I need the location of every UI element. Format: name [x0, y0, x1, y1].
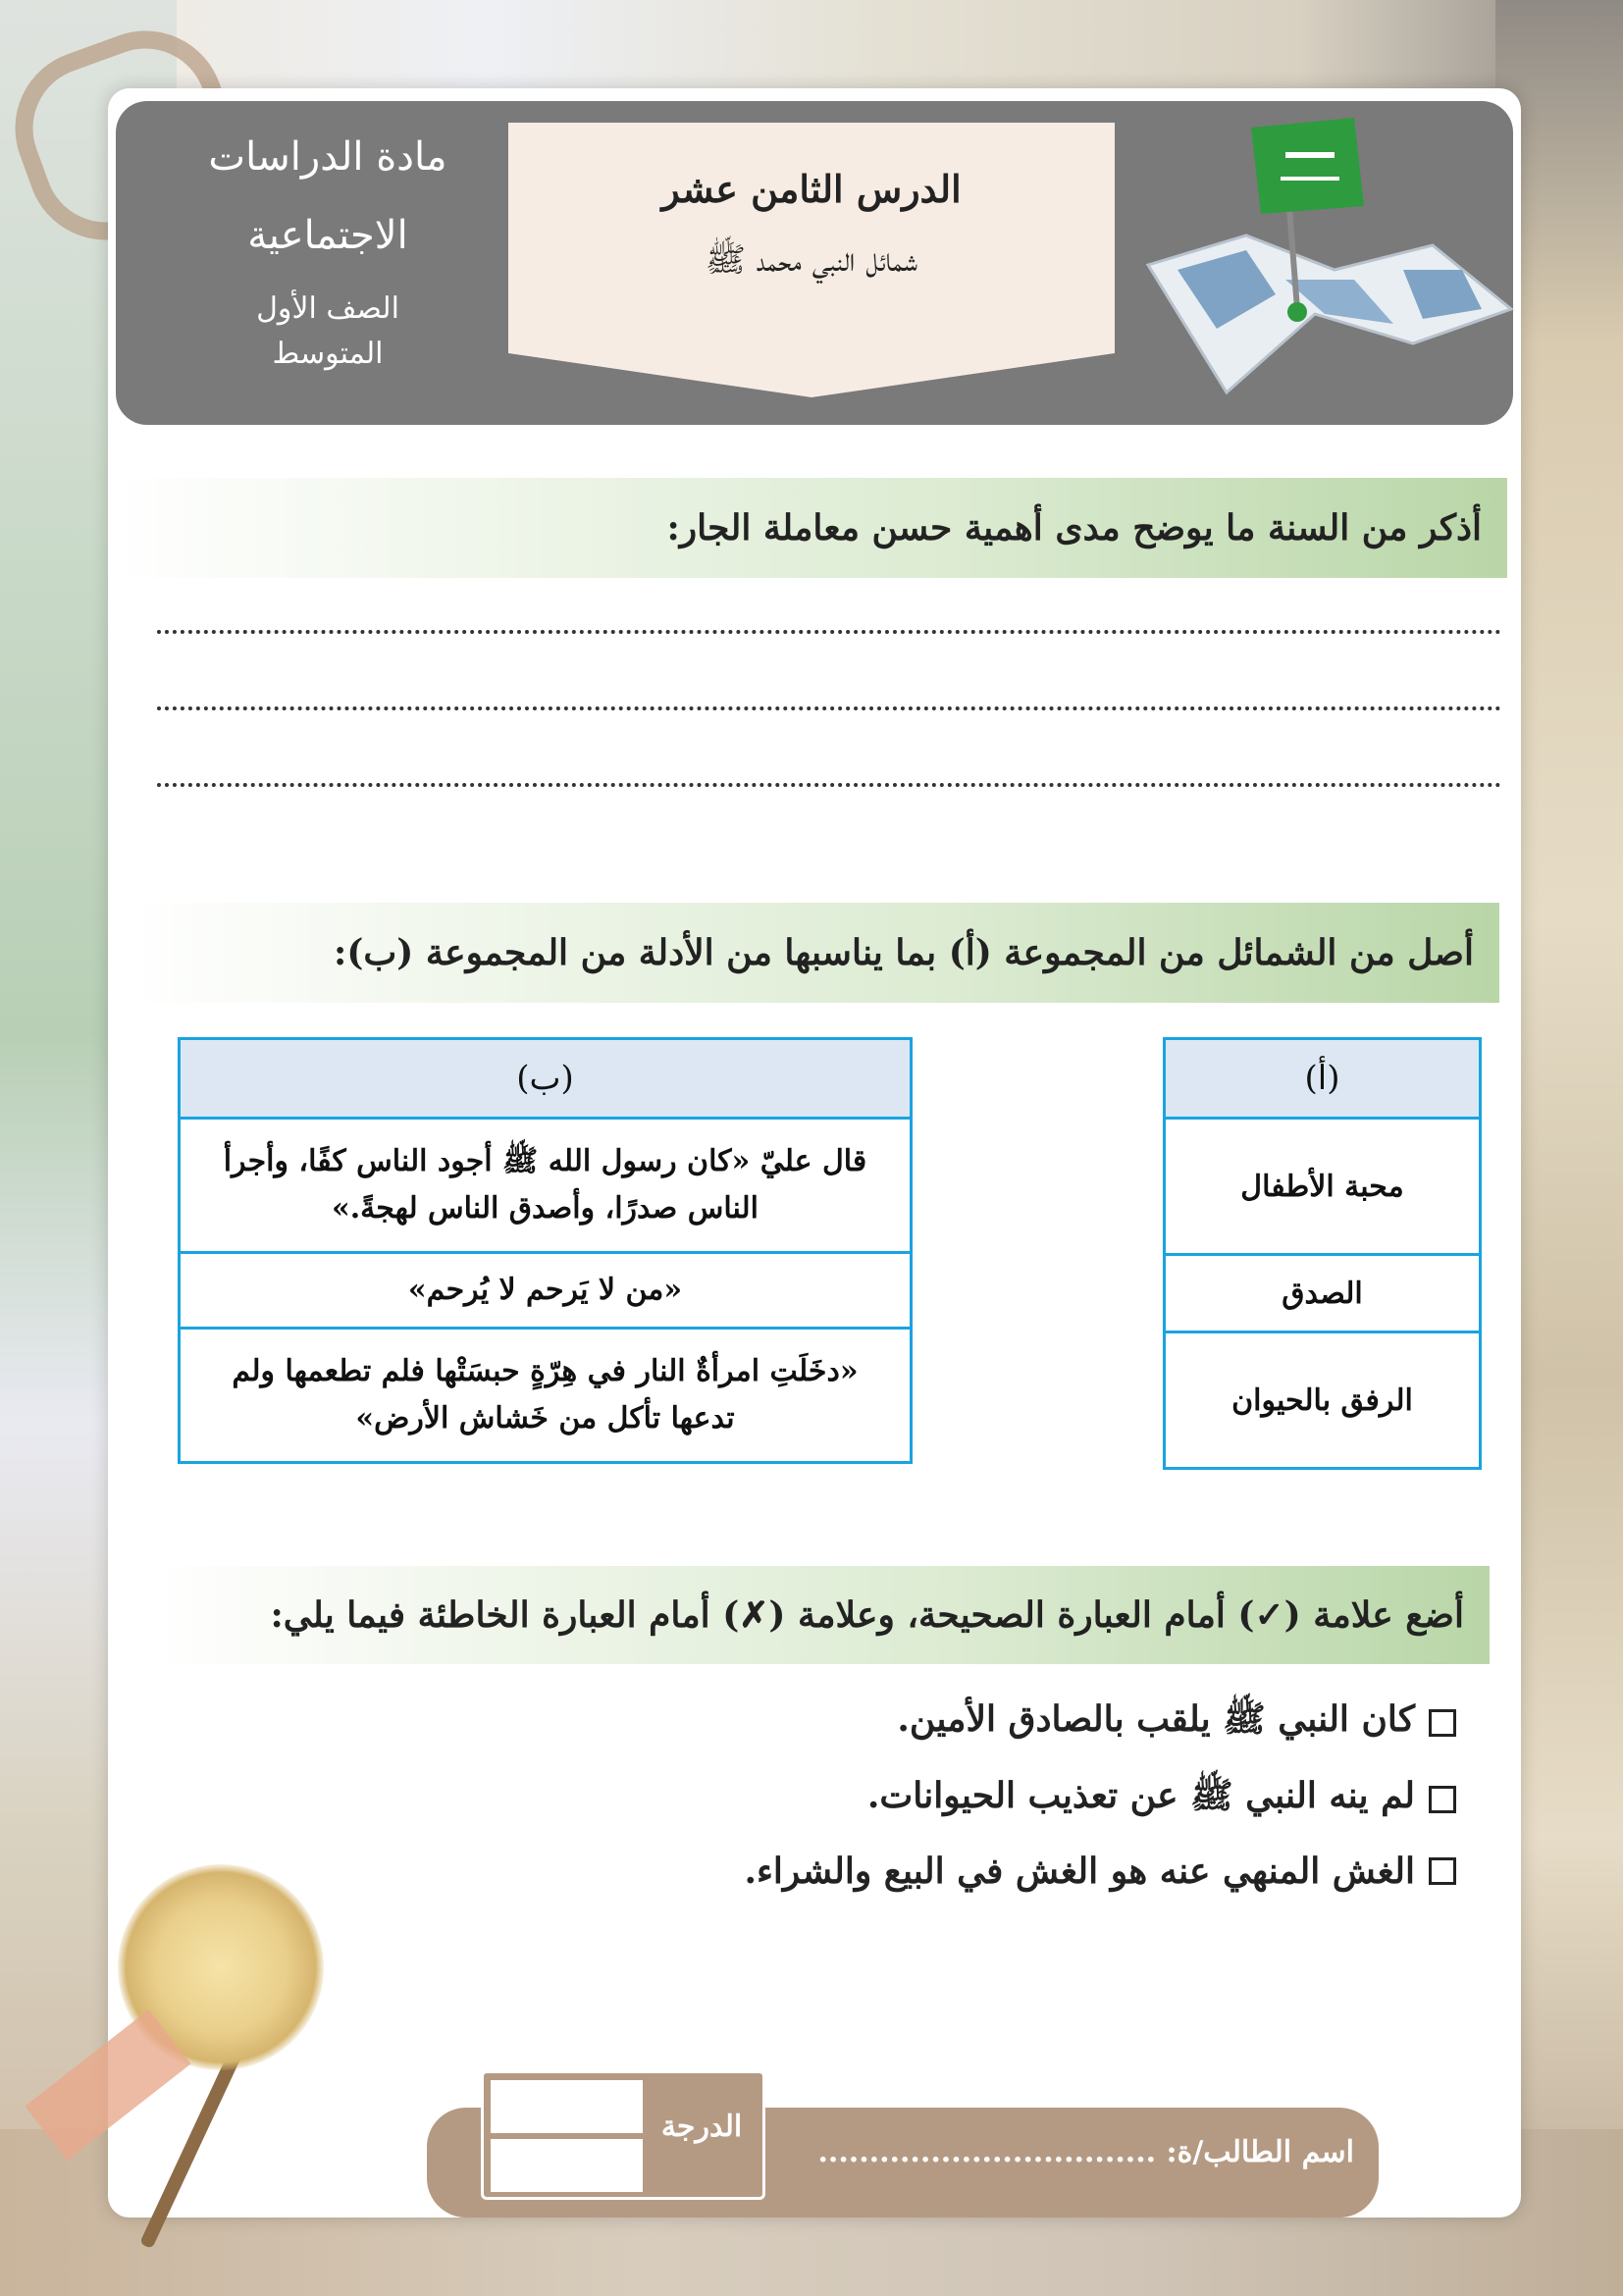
- statement-text: لم ينه النبي ﷺ عن تعذيب الحيوانات.: [866, 1775, 1415, 1816]
- statement-item: [897, 1697, 1456, 1748]
- answer-line[interactable]: [157, 779, 1501, 787]
- question-1-prompt: أذكر من السنة ما يوضح مدى أهمية حسن معاملة الجار:: [116, 478, 1507, 578]
- answer-line[interactable]: [157, 703, 1501, 710]
- lesson-heading: [508, 162, 1115, 286]
- statement-item: [744, 1851, 1456, 1892]
- student-name-field[interactable]: اسم الطالب/ة: .................................: [817, 2135, 1354, 2169]
- group-b-item[interactable]: «دخَلَتِ امرأةٌ النار في هِرّةٍ حبسَتْها فلم تطعمها ولم تدعها تأكل من خَشاش الأرض»: [180, 1329, 912, 1463]
- group-a-item[interactable]: الرفق بالحيوان: [1165, 1332, 1481, 1469]
- answer-line[interactable]: [157, 626, 1501, 634]
- group-b-table: [178, 1037, 913, 1464]
- statement-item: [867, 1774, 1456, 1825]
- answer-checkbox[interactable]: [1429, 1709, 1456, 1737]
- group-b-header: (ب): [180, 1039, 912, 1119]
- answer-checkbox[interactable]: [1429, 1786, 1456, 1813]
- lesson-subtitle: شمائل النبي محمد ﷺ: [705, 240, 918, 280]
- group-a-item[interactable]: محبة الأطفال: [1165, 1119, 1481, 1255]
- grade-score-field[interactable]: [491, 2080, 643, 2133]
- grade-level: الصف الأول المتوسط: [256, 291, 399, 371]
- statement-text: الغش المنهي عنه هو الغش في البيع والشراء.: [744, 1851, 1415, 1892]
- subject-line-1: مادة الدراسات: [208, 134, 447, 180]
- question-2-prompt: أصل من الشمائل من المجموعة (أ) بما يناسبها من الأدلة من المجموعة (ب):: [131, 903, 1499, 1003]
- group-a-table: [1163, 1037, 1482, 1470]
- group-a-item[interactable]: الصدق: [1165, 1255, 1481, 1332]
- answer-checkbox[interactable]: [1429, 1857, 1456, 1885]
- question-3-prompt: أضع علامة (✓) أمام العبارة الصحيحة، وعلامة (✗) أمام العبارة الخاطئة فيما يلي:: [151, 1566, 1490, 1664]
- subject-line-2: الاجتماعية: [247, 213, 408, 258]
- group-b-item[interactable]: قال عليّ «كان رسول الله ﷺ أجود الناس كفًا، وأجرأ الناس صدرًا، وأصدق الناس لهجةً.»: [180, 1119, 912, 1253]
- lesson-title: الدرس الثامن عشر: [661, 167, 962, 211]
- statement-text: كان النبي ﷺ يلقب بالصادق الأمين.: [897, 1698, 1415, 1740]
- grade-total-field[interactable]: [491, 2139, 643, 2192]
- subject-block: [200, 128, 455, 377]
- group-a-header: (أ): [1165, 1039, 1481, 1119]
- group-b-item[interactable]: «من لا يَرحم لا يُرحم»: [180, 1253, 912, 1329]
- map-flag-icon: [1119, 98, 1531, 422]
- grade-label: الدرجة: [660, 2110, 743, 2144]
